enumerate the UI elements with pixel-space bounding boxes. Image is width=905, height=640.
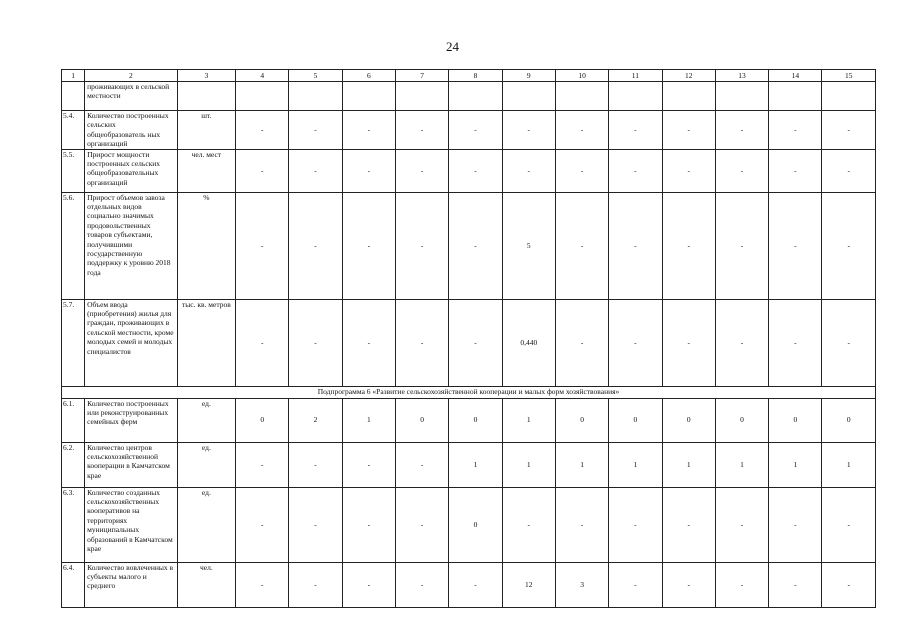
value-cell: - — [822, 299, 876, 386]
value-cell: 1 — [449, 442, 502, 487]
value-cell: - — [502, 149, 555, 192]
value-cell — [769, 82, 822, 111]
value-cell: - — [449, 111, 502, 150]
row-number: 6.2. — [62, 442, 85, 487]
value-cell: 0 — [449, 487, 502, 562]
value-cell: - — [822, 111, 876, 150]
column-header: 12 — [662, 70, 715, 82]
value-cell: - — [555, 192, 608, 299]
unit-of-measure: % — [177, 192, 235, 299]
value-cell: - — [236, 487, 289, 562]
value-cell: - — [449, 149, 502, 192]
table-row — [62, 442, 876, 487]
value-cell: - — [395, 487, 448, 562]
value-cell: 1 — [555, 442, 608, 487]
value-cell: - — [555, 299, 608, 386]
indicator-name: Количество центров сельскохозяйственной кооперации в Камчатском крае — [85, 442, 178, 487]
value-cell — [609, 82, 662, 111]
value-cell: - — [236, 562, 289, 607]
value-cell: 1 — [342, 398, 395, 442]
value-cell: - — [769, 192, 822, 299]
value-cell — [342, 82, 395, 111]
value-cell: - — [822, 192, 876, 299]
value-cell: - — [289, 487, 342, 562]
value-cell — [449, 82, 502, 111]
column-header: 10 — [555, 70, 608, 82]
value-cell: - — [769, 562, 822, 607]
column-header: 5 — [289, 70, 342, 82]
value-cell: - — [555, 111, 608, 150]
value-cell: 1 — [609, 442, 662, 487]
value-cell: - — [236, 111, 289, 150]
value-cell — [715, 82, 768, 111]
value-cell: 1 — [769, 442, 822, 487]
value-cell: - — [289, 111, 342, 150]
value-cell: 0 — [395, 398, 448, 442]
value-cell: - — [236, 442, 289, 487]
value-cell — [236, 82, 289, 111]
value-cell: 0 — [555, 398, 608, 442]
value-cell: - — [555, 149, 608, 192]
table-row — [62, 111, 876, 150]
column-header: 8 — [449, 70, 502, 82]
value-cell: 0 — [715, 398, 768, 442]
value-cell: 0 — [662, 398, 715, 442]
value-cell: - — [822, 562, 876, 607]
value-cell: - — [822, 487, 876, 562]
value-cell: - — [662, 192, 715, 299]
value-cell: 2 — [289, 398, 342, 442]
indicator-name: Объем ввода (приобретения) жилья для граждан, проживающих в сельской местности, кроме молодых семей и молодых специалистов — [85, 299, 178, 386]
indicator-name: Количество вовлеченных в субъекты малого и среднего — [85, 562, 178, 607]
value-cell: 3 — [555, 562, 608, 607]
value-cell: - — [715, 299, 768, 386]
column-header: 3 — [177, 70, 235, 82]
value-cell: 12 — [502, 562, 555, 607]
indicator-name: Прирост мощности построенных сельских общеобразовательных организаций — [85, 149, 178, 192]
unit-of-measure: чел. — [177, 562, 235, 607]
value-cell: - — [609, 299, 662, 386]
indicator-table — [61, 69, 876, 608]
value-cell: - — [449, 192, 502, 299]
value-cell: - — [609, 487, 662, 562]
value-cell: 1 — [662, 442, 715, 487]
unit-of-measure: тыс. кв. метров — [177, 299, 235, 386]
row-number — [62, 82, 85, 111]
value-cell: - — [449, 299, 502, 386]
value-cell: - — [715, 192, 768, 299]
value-cell: - — [236, 149, 289, 192]
row-number: 6.1. — [62, 398, 85, 442]
indicator-name: проживающих в сельской местности — [85, 82, 178, 111]
value-cell: - — [769, 487, 822, 562]
column-header: 7 — [395, 70, 448, 82]
value-cell: - — [395, 299, 448, 386]
column-header: 11 — [609, 70, 662, 82]
value-cell: - — [769, 111, 822, 150]
unit-of-measure: ед. — [177, 398, 235, 442]
value-cell: - — [289, 192, 342, 299]
value-cell: - — [395, 562, 448, 607]
value-cell: - — [715, 149, 768, 192]
value-cell: - — [395, 149, 448, 192]
value-cell: - — [609, 149, 662, 192]
value-cell: 0 — [609, 398, 662, 442]
value-cell — [502, 82, 555, 111]
value-cell: - — [609, 562, 662, 607]
value-cell: - — [662, 562, 715, 607]
value-cell: - — [289, 562, 342, 607]
header-row — [62, 70, 876, 82]
value-cell — [289, 82, 342, 111]
subprogram-row — [62, 386, 876, 398]
column-header: 1 — [62, 70, 85, 82]
value-cell: - — [609, 192, 662, 299]
column-header: 4 — [236, 70, 289, 82]
value-cell: - — [342, 149, 395, 192]
value-cell: - — [662, 299, 715, 386]
value-cell: - — [395, 442, 448, 487]
value-cell: 5 — [502, 192, 555, 299]
value-cell: - — [342, 562, 395, 607]
column-header: 13 — [715, 70, 768, 82]
value-cell: - — [555, 487, 608, 562]
value-cell: - — [822, 149, 876, 192]
unit-of-measure: шт. — [177, 111, 235, 150]
column-header: 15 — [822, 70, 876, 82]
table-row — [62, 149, 876, 192]
value-cell: 1 — [715, 442, 768, 487]
value-cell: - — [289, 149, 342, 192]
value-cell: - — [715, 111, 768, 150]
value-cell: - — [236, 299, 289, 386]
indicator-name: Количество созданных сельскохозяйственных кооперативов на территориях муниципальных образований в Камчатском крае — [85, 487, 178, 562]
table-row — [62, 398, 876, 442]
value-cell: 0 — [236, 398, 289, 442]
value-cell: - — [289, 299, 342, 386]
table-row — [62, 192, 876, 299]
column-header: 2 — [85, 70, 178, 82]
value-cell: - — [715, 562, 768, 607]
row-number: 6.4. — [62, 562, 85, 607]
page-number: 24 — [446, 39, 459, 54]
value-cell — [555, 82, 608, 111]
value-cell: - — [289, 442, 342, 487]
value-cell: - — [502, 487, 555, 562]
value-cell: - — [609, 111, 662, 150]
value-cell: - — [449, 562, 502, 607]
table-row — [62, 82, 876, 111]
column-header: 9 — [502, 70, 555, 82]
unit-of-measure: ед. — [177, 487, 235, 562]
value-cell: - — [662, 487, 715, 562]
value-cell — [662, 82, 715, 111]
value-cell: - — [342, 299, 395, 386]
value-cell: 0 — [822, 398, 876, 442]
column-header: 14 — [769, 70, 822, 82]
unit-of-measure — [177, 82, 235, 111]
row-number: 5.7. — [62, 299, 85, 386]
value-cell — [395, 82, 448, 111]
value-cell: - — [342, 111, 395, 150]
value-cell: - — [715, 487, 768, 562]
table-body — [62, 70, 876, 608]
value-cell: 1 — [822, 442, 876, 487]
indicator-name: Количество построенных сельских общеобразователь ных организаций — [85, 111, 178, 150]
value-cell: 0,440 — [502, 299, 555, 386]
value-cell — [822, 82, 876, 111]
subprogram-title: Подпрограмма 6 «Развитие сельскохозяйственной кооперации и малых форм хозяйствования» — [62, 386, 876, 398]
value-cell: - — [502, 111, 555, 150]
indicator-name: Количество построенных или реконструированных семейных ферм — [85, 398, 178, 442]
unit-of-measure: чел. мест — [177, 149, 235, 192]
unit-of-measure: ед. — [177, 442, 235, 487]
row-number: 5.4. — [62, 111, 85, 150]
table-row — [62, 562, 876, 607]
value-cell: - — [342, 487, 395, 562]
column-header: 6 — [342, 70, 395, 82]
indicator-name: Прирост объемов завоза отдельных видов социально значимых продовольственных товаров субъектами, получившими государственную поддержку к уровню 2018 года — [85, 192, 178, 299]
table-row — [62, 487, 876, 562]
value-cell: 1 — [502, 398, 555, 442]
value-cell: - — [662, 149, 715, 192]
row-number: 5.6. — [62, 192, 85, 299]
value-cell: - — [342, 442, 395, 487]
value-cell: 1 — [502, 442, 555, 487]
value-cell: - — [236, 192, 289, 299]
value-cell: 0 — [449, 398, 502, 442]
value-cell: 0 — [769, 398, 822, 442]
value-cell: - — [395, 192, 448, 299]
value-cell: - — [395, 111, 448, 150]
value-cell: - — [769, 149, 822, 192]
value-cell: - — [342, 192, 395, 299]
value-cell: - — [662, 111, 715, 150]
value-cell: - — [769, 299, 822, 386]
row-number: 5.5. — [62, 149, 85, 192]
row-number: 6.3. — [62, 487, 85, 562]
table-row — [62, 299, 876, 386]
